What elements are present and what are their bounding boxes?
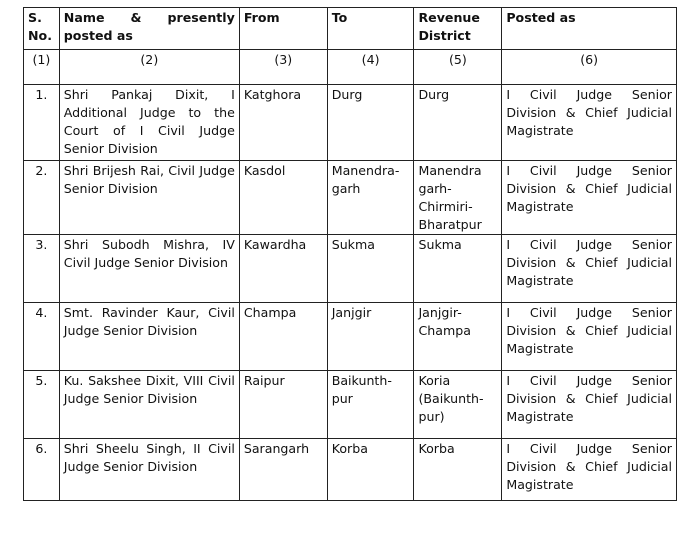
row-from: Kawardha — [239, 235, 327, 303]
column-number: (5) — [414, 50, 502, 85]
row-name: Shri Subodh Mishra, IV Civil Judge Senior Division — [59, 235, 239, 303]
row-sno: 2. — [24, 161, 60, 235]
row-sno: 4. — [24, 303, 60, 371]
row-from: Katghora — [239, 85, 327, 161]
row-to: Baikunth-pur — [327, 371, 414, 439]
row-sno: 6. — [24, 439, 60, 501]
column-number: (1) — [24, 50, 60, 85]
row-to: Durg — [327, 85, 414, 161]
row-posted-as: I Civil Judge Senior Division & Chief Judicial Magistrate — [502, 161, 677, 235]
table-row — [24, 235, 677, 303]
row-district: Janjgir-Champa — [414, 303, 502, 371]
row-posted-as: I Civil Judge Senior Division & Chief Judicial Magistrate — [502, 439, 677, 501]
table-row — [24, 161, 677, 235]
table-row — [24, 439, 677, 501]
row-to: Janjgir — [327, 303, 414, 371]
row-district: Koria (Baikunth-pur) — [414, 371, 502, 439]
transfer-posting-table — [23, 7, 677, 501]
header-from: From — [239, 8, 327, 50]
table-row — [24, 371, 677, 439]
row-posted-as: I Civil Judge Senior Division & Chief Judicial Magistrate — [502, 371, 677, 439]
row-name: Ku. Sakshee Dixit, VIII Civil Judge Senior Division — [59, 371, 239, 439]
row-name: Shri Pankaj Dixit, I Additional Judge to the Court of I Civil Judge Senior Division — [59, 85, 239, 161]
header-district: Revenue District — [414, 8, 502, 50]
row-sno: 5. — [24, 371, 60, 439]
row-to: Manendra-garh — [327, 161, 414, 235]
header-row — [24, 8, 677, 50]
column-number-row — [24, 50, 677, 85]
row-from: Kasdol — [239, 161, 327, 235]
row-sno: 1. — [24, 85, 60, 161]
row-name: Shri Sheelu Singh, II Civil Judge Senior Division — [59, 439, 239, 501]
row-from: Raipur — [239, 371, 327, 439]
column-number: (4) — [327, 50, 414, 85]
row-district: Manendra garh-Chirmiri-Bharatpur — [414, 161, 502, 235]
header-to: To — [327, 8, 414, 50]
row-to: Sukma — [327, 235, 414, 303]
table-row — [24, 303, 677, 371]
column-number: (2) — [59, 50, 239, 85]
row-sno: 3. — [24, 235, 60, 303]
row-posted-as: I Civil Judge Senior Division & Chief Judicial Magistrate — [502, 303, 677, 371]
row-district: Sukma — [414, 235, 502, 303]
row-district: Durg — [414, 85, 502, 161]
row-posted-as: I Civil Judge Senior Division & Chief Judicial Magistrate — [502, 85, 677, 161]
column-number: (3) — [239, 50, 327, 85]
row-from: Sarangarh — [239, 439, 327, 501]
row-posted-as: I Civil Judge Senior Division & Chief Judicial Magistrate — [502, 235, 677, 303]
header-posted-as: Posted as — [502, 8, 677, 50]
column-number: (6) — [502, 50, 677, 85]
row-district: Korba — [414, 439, 502, 501]
row-to: Korba — [327, 439, 414, 501]
table-row — [24, 85, 677, 161]
row-name: Shri Brijesh Rai, Civil Judge Senior Division — [59, 161, 239, 235]
header-sno: S. No. — [24, 8, 60, 50]
header-name: Name & presently posted as — [59, 8, 239, 50]
row-name: Smt. Ravinder Kaur, Civil Judge Senior Division — [59, 303, 239, 371]
row-from: Champa — [239, 303, 327, 371]
